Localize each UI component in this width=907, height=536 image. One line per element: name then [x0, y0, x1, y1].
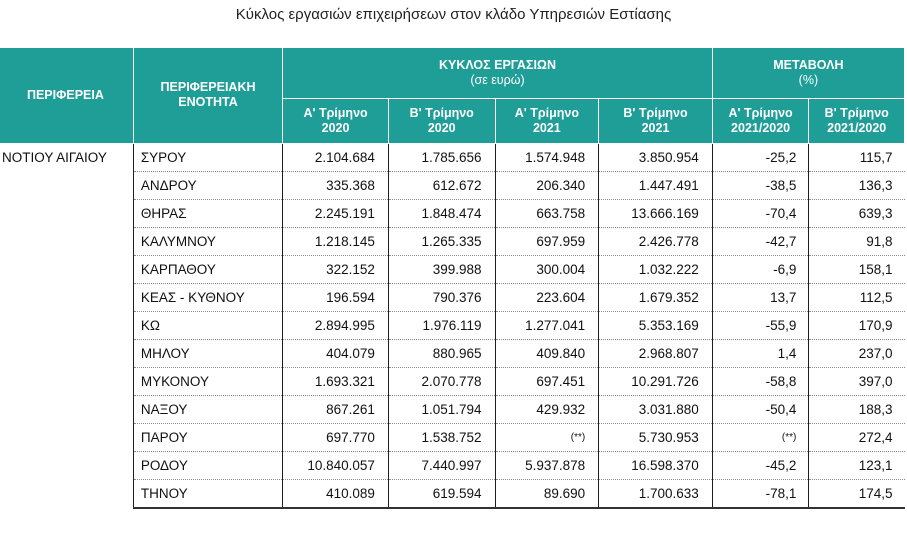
- table-row: [0, 367, 905, 395]
- period-quarter: Β' Τρίμηνο: [409, 105, 474, 120]
- period-quarter: Α' Τρίμηνο: [303, 105, 368, 120]
- change-value-cell: -50,4: [712, 395, 809, 423]
- turnover-value-cell: 1.051.794: [388, 395, 495, 423]
- period-year: 2021/2020: [827, 120, 887, 135]
- turnover-value-cell: 1.574.948: [495, 143, 599, 171]
- turnover-value-cell: 16.598.370: [599, 451, 713, 479]
- period-header: [712, 98, 809, 143]
- unit-cell: ΤΗΝΟΥ: [133, 479, 282, 508]
- change-value-cell: -42,7: [712, 227, 809, 255]
- turnover-value-cell: 196.594: [283, 283, 389, 311]
- unit-header: ΠΕΡΙΦΕΡΕΙΑΚΗ ΕΝΟΤΗΤΑ: [133, 48, 282, 143]
- table-row: [0, 199, 905, 227]
- table-row: [0, 255, 905, 283]
- change-value-cell: 123,1: [809, 451, 905, 479]
- turnover-value-cell: 697.451: [495, 367, 599, 395]
- unit-cell: ΜΗΛΟΥ: [133, 339, 282, 367]
- table-row: [0, 143, 905, 171]
- change-header-label: ΜΕΤΑΒΟΛΗ: [773, 57, 844, 72]
- turnover-value-cell: 2.968.807: [599, 339, 713, 367]
- period-header: [283, 98, 389, 143]
- turnover-value-cell: 2.426.778: [599, 227, 713, 255]
- turnover-value-cell: 10.840.057: [283, 451, 389, 479]
- unit-cell: ΚΑΡΠΑΘΟΥ: [133, 255, 282, 283]
- turnover-value-cell: 1.693.321: [283, 367, 389, 395]
- table-row: [0, 395, 905, 423]
- turnover-value-cell: 409.840: [495, 339, 599, 367]
- unit-cell: ΚΑΛΥΜΝΟΥ: [133, 227, 282, 255]
- change-value-cell: 397,0: [809, 367, 905, 395]
- period-header: [599, 98, 713, 143]
- table-row: [0, 339, 905, 367]
- period-year: 2020: [321, 120, 350, 135]
- turnover-value-cell: 867.261: [283, 395, 389, 423]
- table-row: [0, 311, 905, 339]
- change-value-cell: -58,8: [712, 367, 809, 395]
- period-header: [388, 98, 495, 143]
- turnover-value-cell: 404.079: [283, 339, 389, 367]
- change-value-cell: -55,9: [712, 311, 809, 339]
- turnover-value-cell: 206.340: [495, 171, 599, 199]
- change-value-cell: 13,7: [712, 283, 809, 311]
- unit-cell: ΡΟΔΟΥ: [133, 451, 282, 479]
- turnover-value-cell: 89.690: [495, 479, 599, 508]
- turnover-value-cell: 5.353.169: [599, 311, 713, 339]
- period-quarter: Β' Τρίμηνο: [623, 105, 688, 120]
- change-value-cell: 272,4: [809, 423, 905, 451]
- turnover-value-cell: (**): [495, 423, 599, 451]
- change-value-cell: 174,5: [809, 479, 905, 508]
- turnover-value-cell: 1.848.474: [388, 199, 495, 227]
- unit-cell: ΠΑΡΟΥ: [133, 423, 282, 451]
- period-year: 2021: [532, 120, 561, 135]
- turnover-value-cell: 399.988: [388, 255, 495, 283]
- period-quarter: Β' Τρίμηνο: [824, 105, 889, 120]
- turnover-value-cell: 2.070.778: [388, 367, 495, 395]
- table-row: [0, 479, 905, 508]
- turnover-value-cell: 697.770: [283, 423, 389, 451]
- turnover-table: [0, 48, 905, 509]
- unit-cell: ΚΩ: [133, 311, 282, 339]
- turnover-value-cell: 1.265.335: [388, 227, 495, 255]
- turnover-value-cell: 223.604: [495, 283, 599, 311]
- turnover-value-cell: 410.089: [283, 479, 389, 508]
- table-title: Κύκλος εργασιών επιχειρήσεων στον κλάδο Υπηρεσιών Εστίασης: [235, 6, 672, 23]
- unit-cell: ΝΑΞΟΥ: [133, 395, 282, 423]
- turnover-value-cell: 3.850.954: [599, 143, 713, 171]
- turnover-value-cell: 1.218.145: [283, 227, 389, 255]
- unit-cell: ΣΥΡΟΥ: [133, 143, 282, 171]
- table-row: [0, 423, 905, 451]
- turnover-value-cell: 429.932: [495, 395, 599, 423]
- change-value-cell: 1,4: [712, 339, 809, 367]
- unit-cell: ΜΥΚΟΝΟΥ: [133, 367, 282, 395]
- period-header: [809, 98, 905, 143]
- change-value-cell: 237,0: [809, 339, 905, 367]
- change-header: [712, 48, 904, 98]
- period-year: 2021/2020: [731, 120, 791, 135]
- turnover-value-cell: 1.976.119: [388, 311, 495, 339]
- change-value-cell: (**): [712, 423, 809, 451]
- change-value-cell: -25,2: [712, 143, 809, 171]
- unit-cell: ΘΗΡΑΣ: [133, 199, 282, 227]
- turnover-value-cell: 13.666.169: [599, 199, 713, 227]
- period-quarter: Α' Τρίμηνο: [514, 105, 579, 120]
- change-value-cell: 91,8: [809, 227, 905, 255]
- change-value-cell: -38,5: [712, 171, 809, 199]
- turnover-value-cell: 10.291.726: [599, 367, 713, 395]
- change-value-cell: -6,9: [712, 255, 809, 283]
- turnover-value-cell: 5.937.878: [495, 451, 599, 479]
- turnover-value-cell: 7.440.997: [388, 451, 495, 479]
- change-value-cell: -45,2: [712, 451, 809, 479]
- turnover-value-cell: 1.032.222: [599, 255, 713, 283]
- turnover-value-cell: 697.959: [495, 227, 599, 255]
- period-year: 2021: [641, 120, 670, 135]
- change-value-cell: 115,7: [809, 143, 905, 171]
- period-quarter: Α' Τρίμηνο: [728, 105, 793, 120]
- change-value-cell: -78,1: [712, 479, 809, 508]
- change-value-cell: 112,5: [809, 283, 905, 311]
- region-cell: ΝΟΤΙΟΥ ΑΙΓΑΙΟΥ: [0, 143, 133, 508]
- turnover-value-cell: 880.965: [388, 339, 495, 367]
- turnover-value-cell: 2.245.191: [283, 199, 389, 227]
- change-value-cell: 136,3: [809, 171, 905, 199]
- turnover-header-label: ΚΥΚΛΟΣ ΕΡΓΑΣΙΩΝ: [439, 57, 556, 72]
- turnover-value-cell: 612.672: [388, 171, 495, 199]
- region-header: ΠΕΡΙΦΕΡΕΙΑ: [0, 48, 133, 143]
- turnover-value-cell: 619.594: [388, 479, 495, 508]
- turnover-value-cell: 2.894.995: [283, 311, 389, 339]
- turnover-value-cell: 1.538.752: [388, 423, 495, 451]
- turnover-value-cell: 1.447.491: [599, 171, 713, 199]
- turnover-value-cell: 1.785.656: [388, 143, 495, 171]
- turnover-header-unit: (σε ευρώ): [470, 72, 525, 87]
- change-value-cell: 188,3: [809, 395, 905, 423]
- turnover-header: [283, 48, 713, 98]
- period-header: [495, 98, 599, 143]
- turnover-value-cell: 663.758: [495, 199, 599, 227]
- turnover-value-cell: 1.679.352: [599, 283, 713, 311]
- table-row: [0, 451, 905, 479]
- table-body: [0, 143, 905, 508]
- turnover-value-cell: 1.700.633: [599, 479, 713, 508]
- unit-cell: ΑΝΔΡΟΥ: [133, 171, 282, 199]
- table-row: [0, 171, 905, 199]
- turnover-value-cell: 335.368: [283, 171, 389, 199]
- turnover-value-cell: 322.152: [283, 255, 389, 283]
- turnover-value-cell: 2.104.684: [283, 143, 389, 171]
- turnover-value-cell: 790.376: [388, 283, 495, 311]
- unit-cell: ΚΕΑΣ - ΚΥΘΝΟΥ: [133, 283, 282, 311]
- change-header-unit: (%): [798, 72, 819, 87]
- table-row: [0, 283, 905, 311]
- change-value-cell: 158,1: [809, 255, 905, 283]
- change-value-cell: 170,9: [809, 311, 905, 339]
- period-year: 2020: [427, 120, 456, 135]
- change-value-cell: -70,4: [712, 199, 809, 227]
- change-value-cell: 639,3: [809, 199, 905, 227]
- turnover-value-cell: 5.730.953: [599, 423, 713, 451]
- turnover-value-cell: 300.004: [495, 255, 599, 283]
- turnover-value-cell: 3.031.880: [599, 395, 713, 423]
- table-row: [0, 227, 905, 255]
- turnover-value-cell: 1.277.041: [495, 311, 599, 339]
